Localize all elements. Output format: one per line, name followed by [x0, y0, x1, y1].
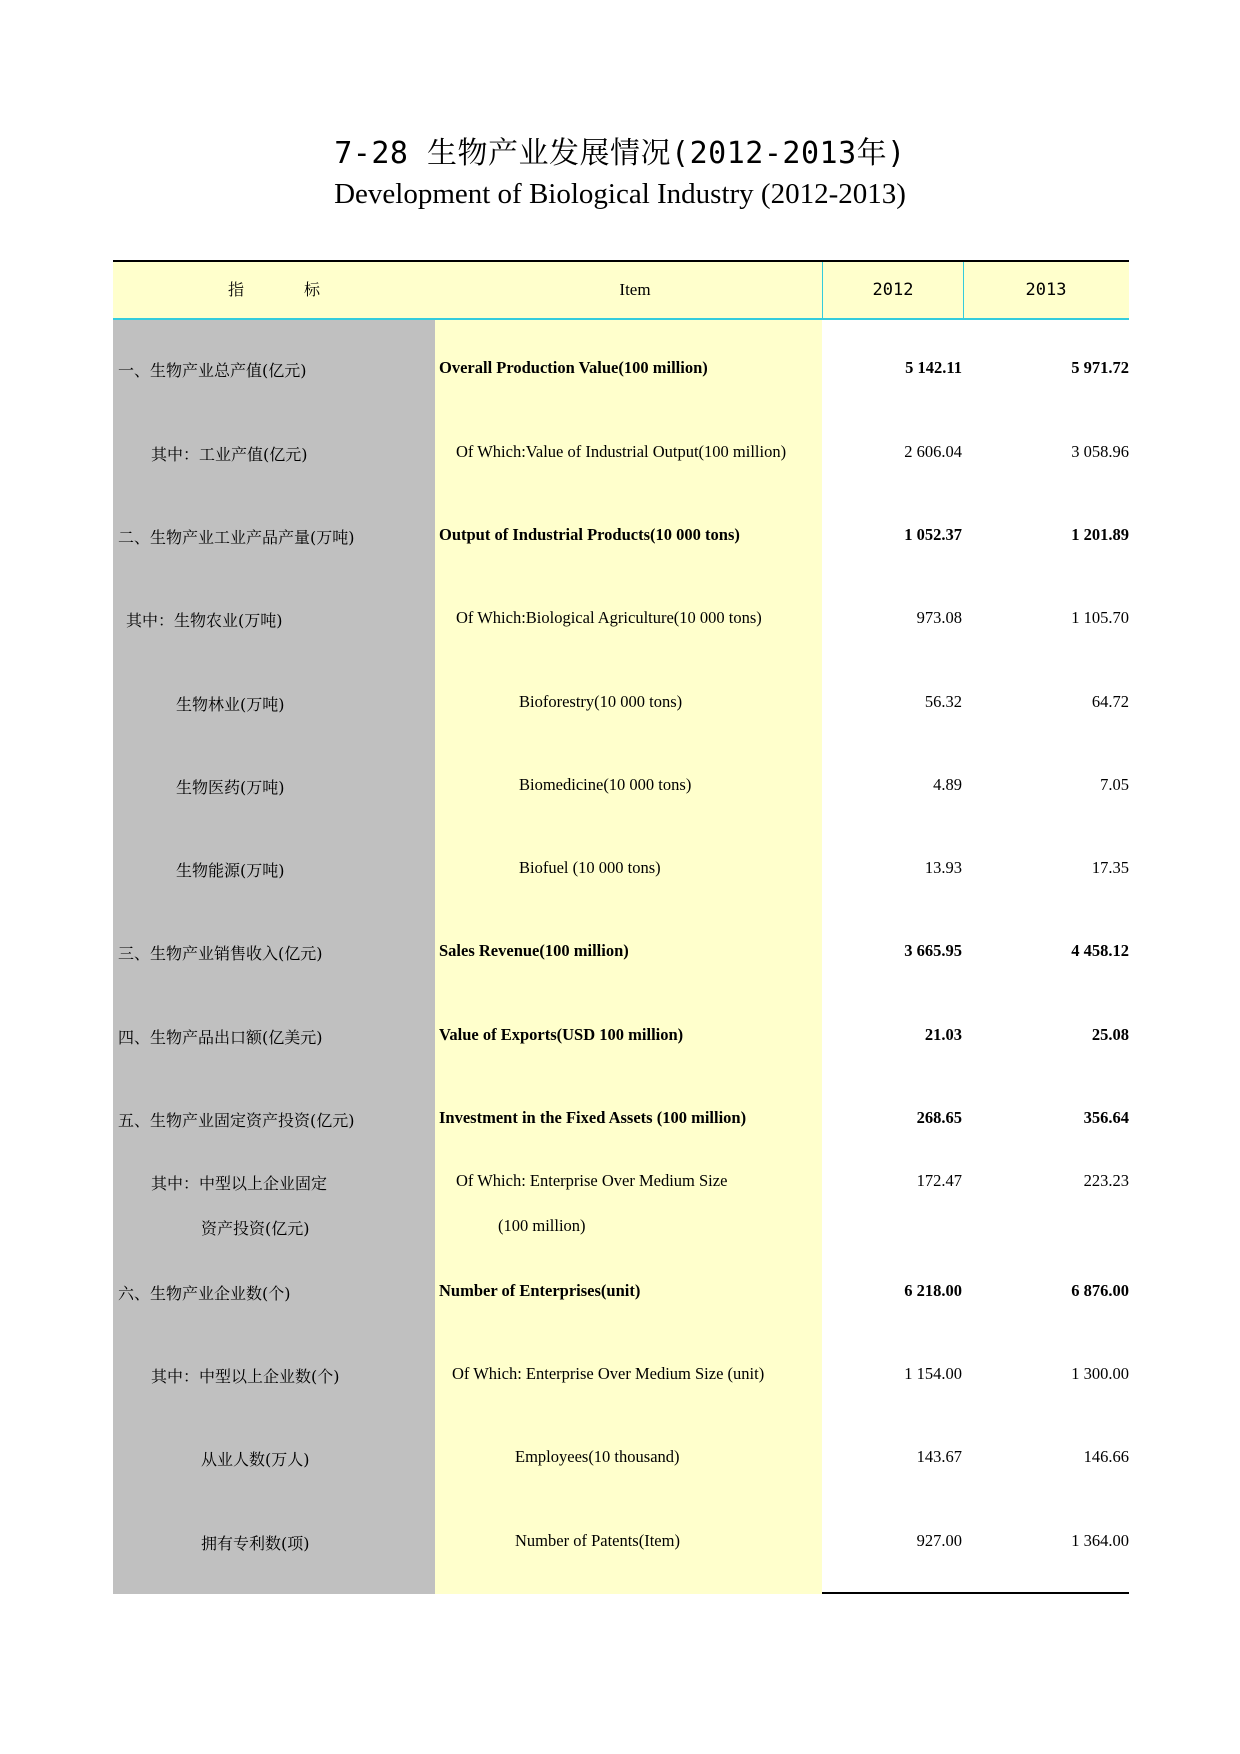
- row-label-en: Biomedicine(10 000 tons): [519, 775, 692, 794]
- row-label-zh: 三、生物产业销售收入(亿元): [118, 944, 323, 963]
- row-label-zh: 一、生物产业总产值(亿元): [118, 361, 307, 380]
- header-year-2013: 2013: [1025, 280, 1067, 300]
- value-2012: 1 052.37: [904, 525, 962, 544]
- row-label-en: Value of Exports(USD 100 million): [439, 1025, 684, 1044]
- row-label-zh: 生物能源(万吨): [176, 861, 285, 880]
- row-label-en: Number of Patents(Item): [515, 1531, 680, 1550]
- value-2012: 973.08: [916, 608, 962, 627]
- value-2013: 4 458.12: [1071, 941, 1129, 960]
- value-2013: 356.64: [1083, 1108, 1129, 1127]
- value-2013: 64.72: [1091, 692, 1129, 711]
- row-label-en: Biofuel (10 000 tons): [519, 858, 661, 877]
- value-2012: 1 154.00: [904, 1364, 962, 1383]
- value-2013: 17.35: [1091, 858, 1129, 877]
- value-2013: 1 364.00: [1071, 1531, 1129, 1550]
- value-2012: 172.47: [916, 1171, 962, 1190]
- header-year-2012: 2012: [822, 262, 964, 318]
- value-2012: 13.93: [924, 858, 962, 877]
- row-label-en: Sales Revenue(100 million): [439, 941, 629, 960]
- table-header: [113, 262, 1129, 320]
- value-2013: 146.66: [1083, 1447, 1129, 1466]
- row-label-zh: 从业人数(万人): [201, 1450, 310, 1469]
- row-label-en: Output of Industrial Products(10 000 tons): [439, 525, 740, 544]
- header-indicator-zh: 指 标: [227, 280, 321, 299]
- value-2013: 25.08: [1091, 1025, 1129, 1044]
- value-2012: 143.67: [916, 1447, 962, 1466]
- row-label-zh: 四、生物产品出口额(亿美元): [118, 1028, 323, 1047]
- value-2012: 4.89: [933, 775, 962, 794]
- row-label-zh: 其中：中型以上企业数(个): [151, 1367, 340, 1386]
- value-2012: 927.00: [916, 1531, 962, 1550]
- value-2013: 6 876.00: [1071, 1281, 1129, 1300]
- row-label-zh: 生物林业(万吨): [176, 695, 285, 714]
- value-2013: 1 300.00: [1071, 1364, 1129, 1383]
- data-table: [113, 260, 1129, 1594]
- row-label-en: Investment in the Fixed Assets (100 million): [439, 1108, 747, 1127]
- value-2013: 7.05: [1100, 775, 1129, 794]
- value-2013: 3 058.96: [1071, 442, 1129, 461]
- value-2012: 268.65: [916, 1108, 962, 1127]
- row-label-zh: 其中：生物农业(万吨): [126, 611, 283, 630]
- page-title-english: Development of Biological Industry (2012-2013): [334, 178, 906, 210]
- value-2013: 1 201.89: [1071, 525, 1129, 544]
- row-label-zh: 六、生物产业企业数(个): [118, 1284, 291, 1303]
- row-label-zh: 其中：中型以上企业固定: [151, 1174, 328, 1193]
- row-label-en-line2: (100 million): [498, 1216, 586, 1235]
- value-2012: 2 606.04: [904, 442, 962, 461]
- row-label-zh: 二、生物产业工业产品产量(万吨): [118, 528, 355, 547]
- value-2012: 56.32: [924, 692, 962, 711]
- row-label-en: Of Which:Value of Industrial Output(100 million): [456, 442, 787, 461]
- row-label-en: Number of Enterprises(unit): [439, 1281, 641, 1300]
- value-2012: 21.03: [924, 1025, 962, 1044]
- value-2012: 3 665.95: [904, 941, 962, 960]
- page-title-chinese: 7-28 生物产业发展情况(2012-2013年): [334, 136, 906, 171]
- row-label-en: Employees(10 thousand): [515, 1447, 680, 1466]
- row-label-en: Of Which:Biological Agriculture(10 000 tons): [456, 608, 762, 627]
- header-item: Item: [619, 280, 651, 299]
- row-label-zh: 其中：工业产值(亿元): [151, 445, 308, 464]
- value-2012: 5 142.11: [905, 358, 962, 377]
- row-label-en: Overall Production Value(100 million): [439, 358, 708, 377]
- row-label-zh: 拥有专利数(项): [201, 1534, 310, 1553]
- value-2013: 1 105.70: [1071, 608, 1129, 627]
- row-label-zh: 五、生物产业固定资产投资(亿元): [118, 1111, 355, 1130]
- row-label-en: Of Which: Enterprise Over Medium Size (unit): [452, 1364, 765, 1383]
- row-label-zh: 生物医药(万吨): [176, 778, 285, 797]
- value-2013: 5 971.72: [1071, 358, 1129, 377]
- value-2012: 6 218.00: [904, 1281, 962, 1300]
- row-label-zh-line2: 资产投资(亿元): [201, 1219, 310, 1238]
- row-label-en: Of Which: Enterprise Over Medium Size: [456, 1171, 728, 1190]
- value-2013: 223.23: [1083, 1171, 1129, 1190]
- row-label-en: Bioforestry(10 000 tons): [519, 692, 683, 711]
